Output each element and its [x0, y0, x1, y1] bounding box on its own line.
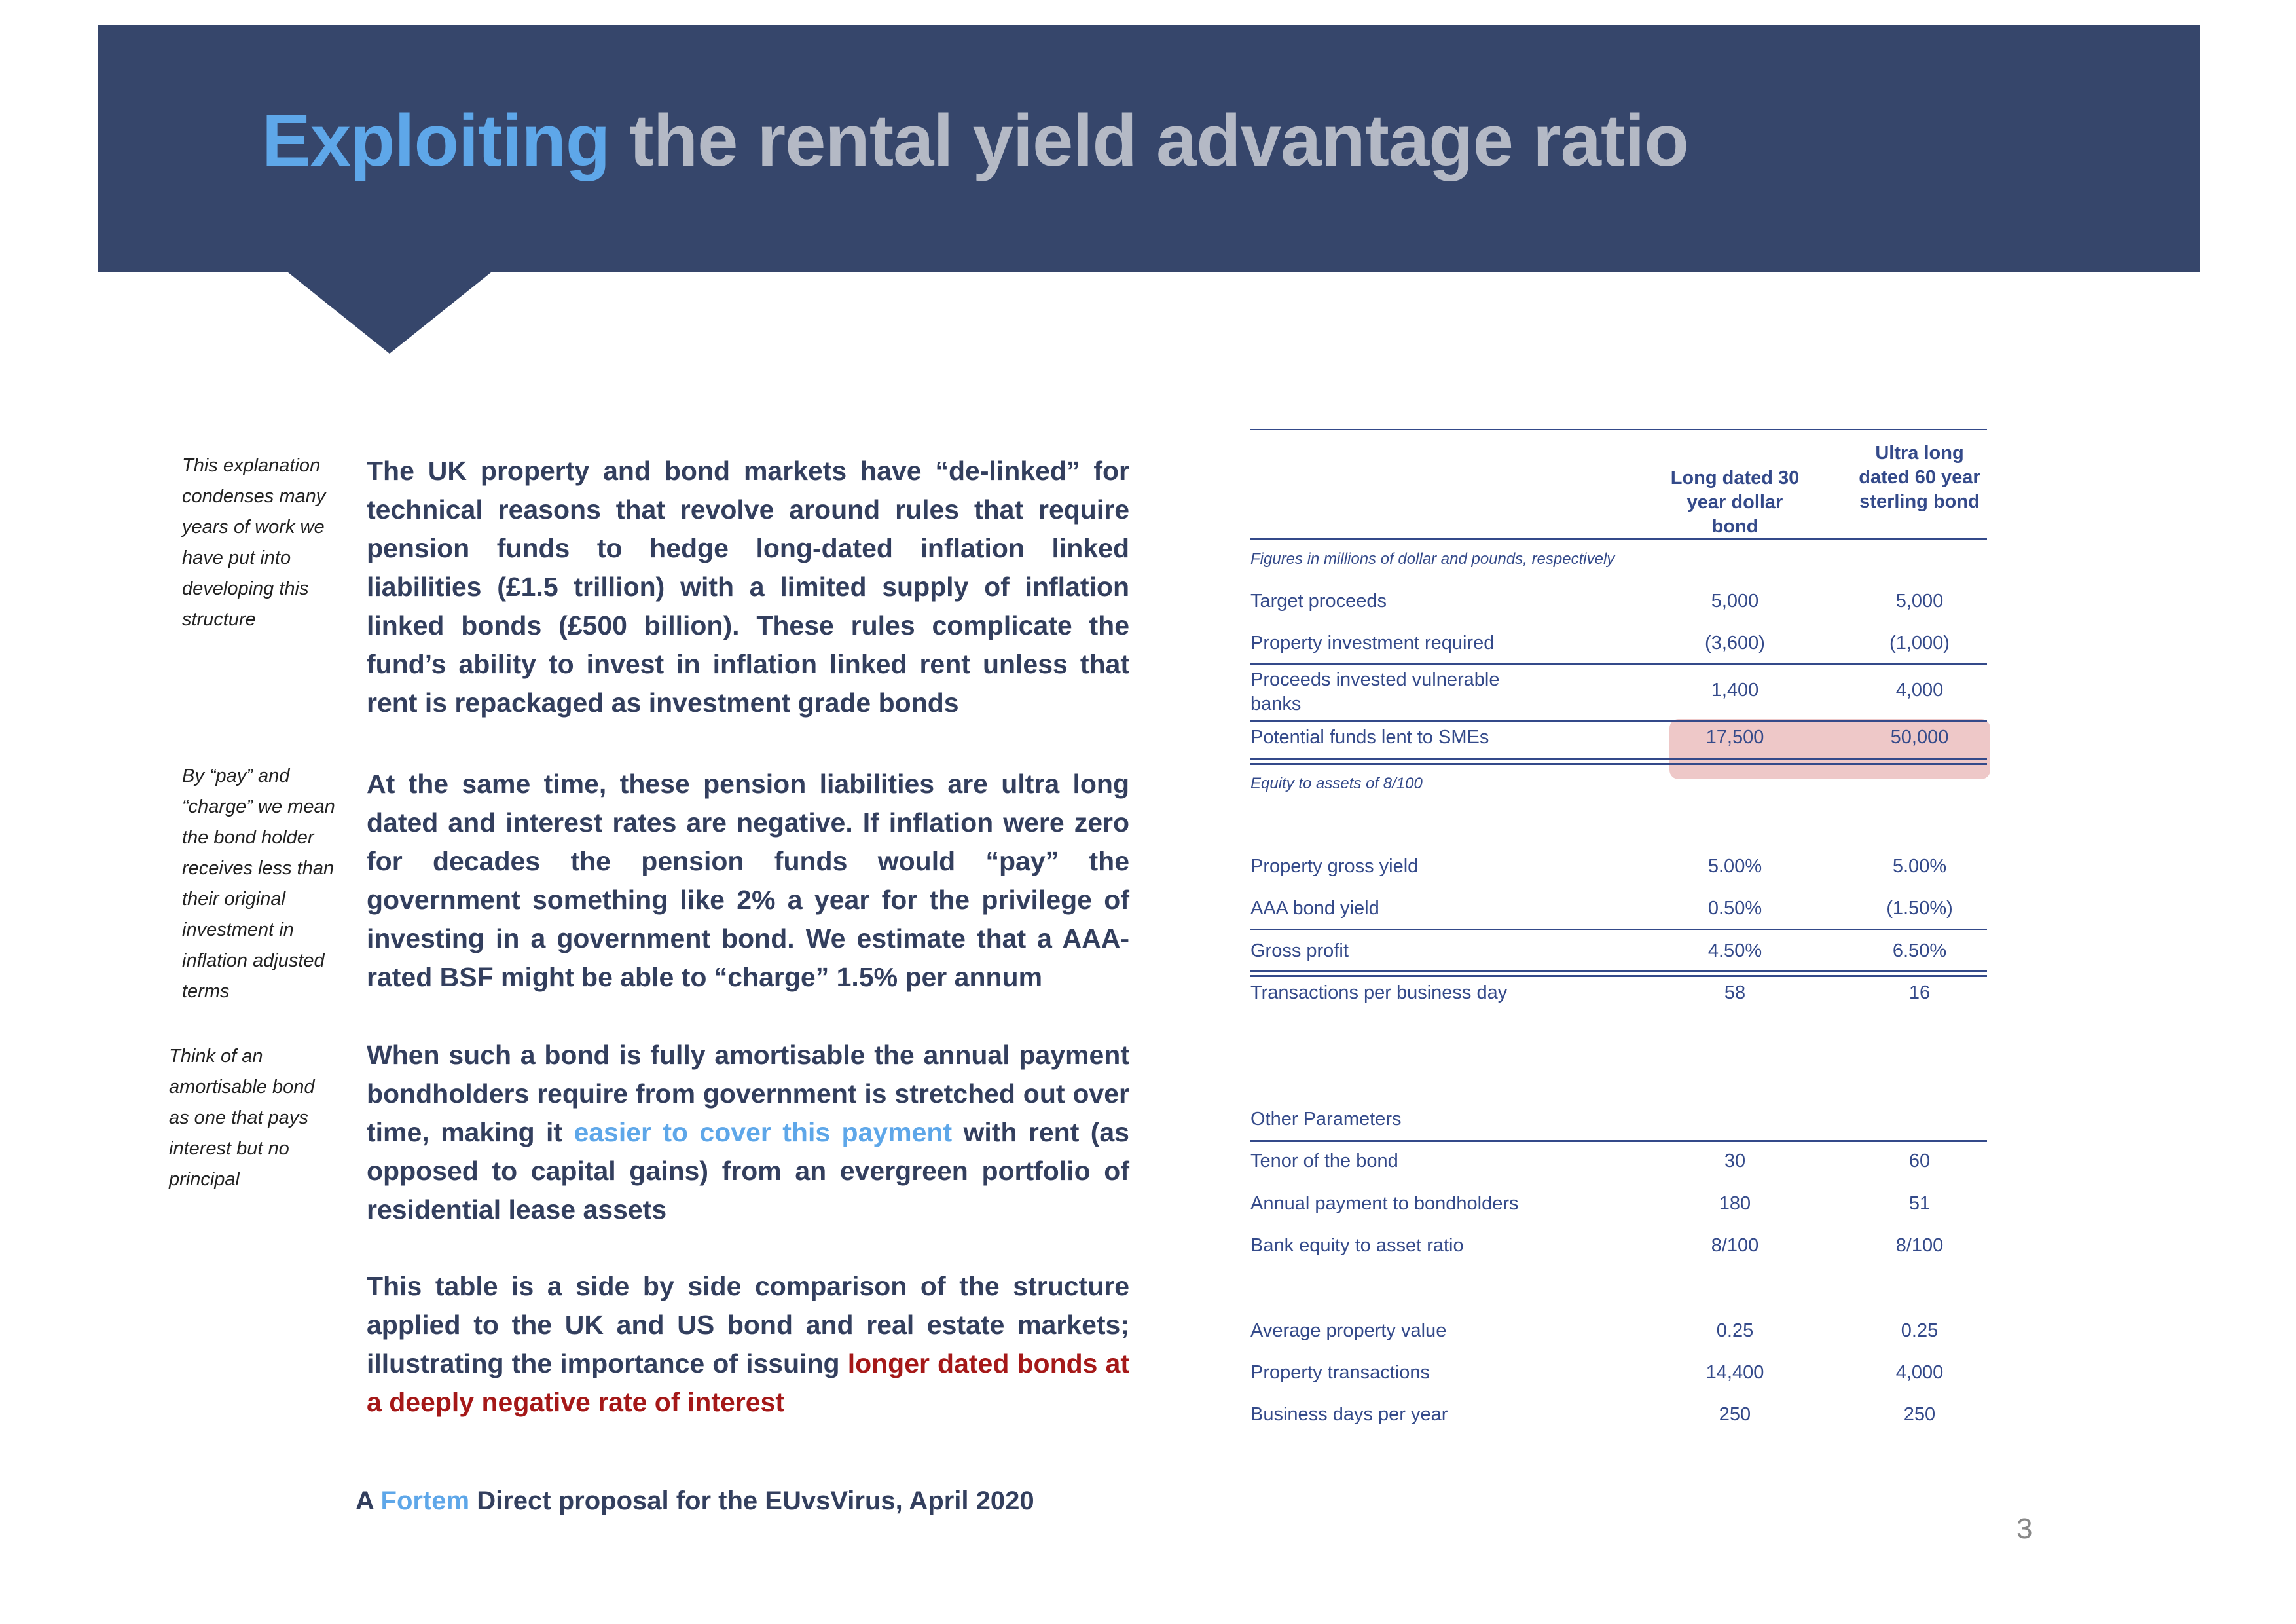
title-accent: Exploiting: [262, 100, 610, 181]
table-row: [1250, 982, 1987, 1015]
row-value-60yr: 5,000: [1895, 591, 1944, 612]
row-value-60yr: 16: [1908, 982, 1931, 1003]
total-double-rule: [1250, 970, 1987, 977]
table-row: [1250, 633, 1987, 665]
col-header-30yr: Long dated 30 year dollar bond: [1670, 468, 1800, 537]
paragraph-amortisable: [367, 1036, 1129, 1229]
row-value-30yr: 58: [1724, 982, 1746, 1003]
row-value-60yr: (1,000): [1889, 633, 1950, 654]
row-value-30yr: (3,600): [1705, 633, 1765, 654]
section-rule: [1250, 1140, 1987, 1142]
row-value-60yr: (1.50%): [1886, 898, 1953, 919]
paragraph-comparison: [367, 1267, 1129, 1422]
paragraph-delinked: The UK property and bond markets have “de-linked” for technical reasons that revolve around rules that require pension funds to hedge long-dated inflation linked liabilities (£1.5 trillion) with a limited supply of inflation linked bonds (£500 billion). These rules complicate the fund’s ability to invest in inflation linked rent unless that rent is repackaged as investment grade bonds: [367, 456, 1129, 718]
row-label: Property gross yield: [1250, 856, 1419, 877]
p3-highlight: easier to cover this payment: [574, 1117, 953, 1147]
sidenote-pay-charge: By “pay” and “charge” we mean the bond holder receives less than their original investment in inflation adjusted terms: [182, 766, 335, 1002]
row-value-60yr: 0.25: [1901, 1320, 1939, 1341]
row-value-60yr: 6.50%: [1892, 940, 1947, 961]
table-row: [1250, 898, 1987, 931]
row-value-30yr: 8/100: [1711, 1235, 1759, 1256]
table-row: [1250, 1151, 1987, 1183]
figures-note: Figures in millions of dollar and pounds, respectively: [1250, 550, 1615, 568]
table-row: [1250, 668, 1987, 718]
row-label: Business days per year: [1250, 1404, 1448, 1425]
row-label: Transactions per business day: [1250, 982, 1508, 1003]
p3-text-start: When such a bond is fully amortisable the annual payment bondholders require from government is stretched out over time, making it: [367, 1040, 1129, 1147]
row-value-30yr: 5,000: [1711, 591, 1759, 612]
p4-text-start: This table is a side by side comparison of the structure applied to the UK and US bond and real estate markets; illustrating the importance of issuing: [367, 1271, 1129, 1378]
equity-note: Equity to assets of 8/100: [1250, 775, 1423, 792]
row-value-60yr: 51: [1908, 1193, 1931, 1214]
page-title: [262, 98, 1688, 183]
row-value-30yr: 17,500: [1705, 727, 1764, 748]
row-value-30yr: 250: [1719, 1404, 1751, 1425]
row-value-30yr: 4.50%: [1707, 940, 1762, 961]
paragraph-negative-rates: At the same time, these pension liabilities are ultra long dated and interest rates are negative. If inflation were zero for decades the pension funds would “pay” the government something like 2% a year for the privilege of investing in a government bond. We estimate that a AAA-rated BSF might be able to “charge” 1.5% per annum: [367, 769, 1129, 992]
table-row: [1250, 591, 1987, 623]
footer-brand: Fortem: [380, 1486, 470, 1515]
header-rule: [1250, 538, 1987, 540]
title-rest: the rental yield advantage ratio: [610, 100, 1688, 181]
row-label: Annual payment to bondholders: [1250, 1193, 1519, 1214]
footer-prefix: A: [355, 1486, 381, 1515]
row-value-60yr: 4,000: [1895, 680, 1944, 701]
other-parameters-heading: [1250, 1109, 1987, 1141]
col-header-60yr: Ultra long dated 60 year sterling bond: [1859, 443, 1980, 512]
row-label: AAA bond yield: [1250, 898, 1379, 919]
row-label: Average property value: [1250, 1320, 1447, 1341]
row-label: Proceeds invested vulnerable banks: [1250, 669, 1500, 714]
table-row: [1250, 1235, 1987, 1268]
sidenote-amortisable: Think of an amortisable bond as one that pays interest but no principal: [169, 1046, 315, 1190]
row-value-60yr: 5.00%: [1892, 856, 1947, 877]
table-top-rule: [1250, 429, 1987, 430]
row-value-30yr: 1,400: [1711, 680, 1759, 701]
banner-pointer: [288, 272, 491, 354]
row-value-60yr: 60: [1908, 1151, 1931, 1172]
section-label: Other Parameters: [1250, 1109, 1402, 1130]
row-label: Property transactions: [1250, 1362, 1430, 1383]
row-label: Tenor of the bond: [1250, 1151, 1398, 1172]
p3-text-end: with rent (as opposed to capital gains) from an evergreen portfolio of residential lease assets: [367, 1117, 1129, 1225]
row-label: Property investment required: [1250, 633, 1495, 654]
footer-suffix: Direct proposal for the EUvsVirus, April 2020: [469, 1486, 1034, 1515]
row-value-30yr: 180: [1719, 1193, 1751, 1214]
row-label: Gross profit: [1250, 940, 1349, 961]
row-value-30yr: 14,400: [1705, 1362, 1764, 1383]
row-value-30yr: 0.50%: [1707, 898, 1762, 919]
row-value-60yr: 8/100: [1895, 1235, 1944, 1256]
page-number: 3: [2016, 1513, 2033, 1545]
row-rule: [1250, 720, 1987, 722]
table-row: [1250, 1404, 1987, 1437]
table-row: [1250, 727, 1987, 760]
row-value-60yr: 250: [1903, 1404, 1936, 1425]
comparison-table: [1250, 426, 1987, 1447]
table-row: [1250, 1193, 1987, 1226]
row-value-60yr: 50,000: [1890, 727, 1949, 748]
row-value-30yr: 30: [1724, 1151, 1746, 1172]
p4-emphasis: longer dated bonds at a deeply negative rate of interest: [367, 1348, 1129, 1417]
table-row: [1250, 1362, 1987, 1395]
row-rule: [1250, 663, 1987, 665]
row-value-30yr: 0.25: [1716, 1320, 1754, 1341]
table-row: [1250, 1320, 1987, 1353]
table-row: [1250, 940, 1987, 973]
row-label: Bank equity to asset ratio: [1250, 1235, 1464, 1256]
row-value-60yr: 4,000: [1895, 1362, 1944, 1383]
sidenote-explanation: This explanation condenses many years of work we have put into developing this structure: [182, 455, 326, 630]
footer-proposal: [355, 1486, 1034, 1516]
row-label: Potential funds lent to SMEs: [1250, 727, 1489, 748]
row-label: Target proceeds: [1250, 591, 1387, 612]
row-value-30yr: 5.00%: [1707, 856, 1762, 877]
total-double-rule: [1250, 758, 1987, 765]
table-row: [1250, 856, 1987, 889]
row-rule: [1250, 929, 1987, 930]
